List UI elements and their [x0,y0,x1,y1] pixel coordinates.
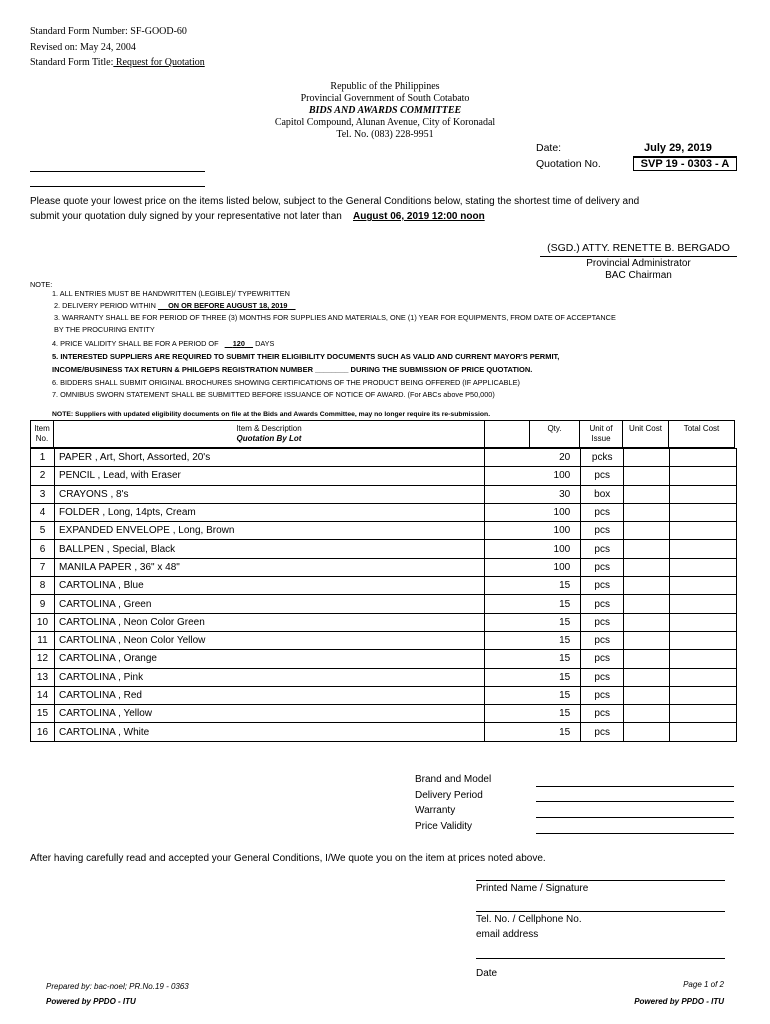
item-no: 5 [31,522,55,540]
item-qty: 15 [485,705,581,723]
item-total-cost[interactable] [670,449,737,467]
powered-by-right: Powered by PPDO - ITU [634,997,724,1006]
item-no: 10 [31,613,55,631]
table-row [31,613,737,631]
delivery-period-label: Delivery Period [415,790,483,801]
item-qty: 30 [485,485,581,503]
note-4 [52,339,274,348]
header-desc: Item & Description [236,424,302,433]
item-qty: 15 [485,650,581,668]
item-description: FOLDER , Long, 14pts, Cream [54,503,484,521]
form-revised: Revised on: May 24, 2004 [30,42,136,53]
item-total-cost[interactable] [670,522,737,540]
item-total-cost[interactable] [670,705,737,723]
price-validity-text: 120 [232,339,245,348]
signatory-name: (SGD.) ATTY. RENETTE B. BERGADO [547,242,730,254]
header-unit-cost: Unit Cost [622,420,669,448]
quotation-no-value: SVP 19 - 0303 - A [633,157,737,171]
item-no: 6 [31,540,55,558]
table-row [31,558,737,576]
item-unit-cost[interactable] [624,686,670,704]
item-no: 14 [31,686,55,704]
note-4-days: DAYS [255,339,275,348]
table-row [31,540,737,558]
table-row [31,467,737,485]
form-title [30,57,205,69]
item-unit-cost[interactable] [624,558,670,576]
item-total-cost[interactable] [670,631,737,649]
email-label: email address [476,929,539,940]
item-description: CRAYONS , 8's [54,485,484,503]
header-lot: Quotation By Lot [236,434,302,443]
item-description: CARTOLINA , Yellow [54,705,484,723]
item-qty: 100 [485,522,581,540]
delivery-period-text: ON OR BEFORE AUGUST 18, 2019 [168,301,288,310]
warranty-line[interactable] [536,817,734,818]
item-no: 7 [31,558,55,576]
deadline: August 06, 2019 12:00 noon [352,211,485,222]
item-unit: pcs [581,705,624,723]
note-label: NOTE: [30,280,53,289]
item-description: CARTOLINA , Blue [54,577,484,595]
item-description: CARTOLINA , White [54,723,484,741]
item-qty: 15 [485,686,581,704]
supplier-name-line[interactable] [30,171,205,172]
note-5b: INCOME/BUSINESS TAX RETURN & PHILGEPS REGISTRATION NUMBER ________ DURING THE SUBMISSION OF PRICE QUOTATION. [52,365,533,374]
agency-address: Capitol Compound, Alunan Avenue, City of Koronadal [274,117,496,128]
note-3b: BY THE PROCURING ENTITY [54,325,155,334]
item-unit-cost[interactable] [624,485,670,503]
item-unit: pcs [581,558,624,576]
note-5a: 5. INTERESTED SUPPLIERS ARE REQUIRED TO SUBMIT THEIR ELIGIBILITY DOCUMENTS SUCH AS VALID AND CURRENT MAYOR'S PERMIT, [52,352,560,361]
items-table [30,448,737,742]
table-row [31,522,737,540]
item-no: 16 [31,723,55,741]
note-1: 1. ALL ENTRIES MUST BE HANDWRITTEN (LEGIBLE)/ TYPEWRITTEN [52,289,290,298]
item-total-cost[interactable] [670,540,737,558]
item-unit: pcs [581,467,624,485]
item-unit-cost[interactable] [624,467,670,485]
item-no: 15 [31,705,55,723]
agency-tel: Tel. No. (083) 228-9951 [336,129,434,140]
item-unit: pcs [581,631,624,649]
item-unit-cost[interactable] [624,613,670,631]
intro-line-2 [30,211,485,222]
item-description: CARTOLINA , Red [54,686,484,704]
date-value: July 29, 2019 [644,142,712,154]
table-row [31,650,737,668]
delivery-period-value [158,301,296,310]
printed-name-label: Printed Name / Signature [476,883,589,894]
item-no: 9 [31,595,55,613]
page-number: Page 1 of 2 [683,980,724,989]
item-no: 3 [31,485,55,503]
item-unit-cost[interactable] [624,503,670,521]
item-qty: 20 [485,449,581,467]
item-qty: 100 [485,558,581,576]
signatory-underline [540,256,737,257]
header-unit-1: Unit of [589,424,613,433]
date-label: Date: [536,142,562,154]
tel-line[interactable] [476,911,725,912]
warranty-label: Warranty [415,805,456,816]
note-7: 7. OMNIBUS SWORN STATEMENT SHALL BE SUBMITTED BEFORE ISSUANCE OF NOTICE OF AWARD. (For ABCs above P50,000) [52,390,495,399]
table-row [31,577,737,595]
item-unit: pcs [581,577,624,595]
item-no: 8 [31,577,55,595]
item-no: 11 [31,631,55,649]
item-qty: 15 [485,613,581,631]
price-validity-label: Price Validity [415,821,473,832]
table-row [31,485,737,503]
signature-date-label: Date [476,968,498,979]
item-unit-cost[interactable] [624,577,670,595]
quotation-no-label: Quotation No. [536,158,601,170]
eligibility-note: NOTE: Suppliers with updated eligibility documents on file at the Bids and Awards Committee, may no longer require its re-submission. [52,411,491,418]
item-unit-cost[interactable] [624,631,670,649]
item-description: EXPANDED ENVELOPE , Long, Brown [54,522,484,540]
item-no: 4 [31,503,55,521]
form-title-value: Request for Quotation [113,57,205,68]
item-unit: pcks [581,449,624,467]
price-validity-value [225,339,253,348]
table-row [31,668,737,686]
item-unit-cost[interactable] [624,650,670,668]
table-row [31,705,737,723]
date-line[interactable] [476,958,725,959]
item-total-cost[interactable] [670,467,737,485]
note-2 [54,301,296,310]
item-total-cost[interactable] [670,558,737,576]
agency-line-1: Republic of the Philippines [330,81,440,92]
brand-model-label: Brand and Model [415,774,492,785]
item-unit: pcs [581,522,624,540]
item-total-cost[interactable] [670,668,737,686]
item-qty: 15 [485,577,581,595]
item-unit-cost[interactable] [624,595,670,613]
item-qty: 100 [485,540,581,558]
item-description: CARTOLINA , Pink [54,668,484,686]
header-qty: Qty. [529,420,580,448]
item-description: MANILA PAPER , 36" x 48" [54,558,484,576]
item-total-cost[interactable] [670,503,737,521]
signatory-title-2: BAC Chairman [605,270,672,281]
item-unit: pcs [581,595,624,613]
delivery-period-line[interactable] [536,801,734,802]
item-unit: pcs [581,650,624,668]
item-unit-cost[interactable] [624,723,670,741]
item-qty: 100 [485,467,581,485]
note-4-text: 4. PRICE VALIDITY SHALL BE FOR A PERIOD OF [52,339,219,348]
item-unit-cost[interactable] [624,540,670,558]
header-no: No. [35,434,49,443]
item-unit-cost[interactable] [624,668,670,686]
item-total-cost[interactable] [670,686,737,704]
item-unit: pcs [581,613,624,631]
table-row [31,631,737,649]
table-row [31,595,737,613]
item-qty: 100 [485,503,581,521]
item-total-cost[interactable] [670,577,737,595]
item-unit-cost[interactable] [624,705,670,723]
agency-committee: BIDS AND AWARDS COMMITTEE [308,105,462,116]
item-unit-cost[interactable] [624,449,670,467]
item-no: 13 [31,668,55,686]
powered-by-left: Powered by PPDO - ITU [46,997,136,1006]
item-description: CARTOLINA , Orange [54,650,484,668]
note-3a: 3. WARRANTY SHALL BE FOR PERIOD OF THREE (3) MONTHS FOR SUPPLIES AND MATERIALS, ONE (1) YEAR FOR EQUIPMENTS, FROM DATE OF ACCEPTANCE [54,313,616,322]
item-unit: pcs [581,540,624,558]
price-validity-line[interactable] [536,833,734,834]
tel-label: Tel. No. / Cellphone No. [476,914,582,925]
supplier-address-line[interactable] [30,186,205,187]
header-item: Item [34,424,50,433]
header-unit [579,420,623,448]
header-unit-2: Issue [591,434,611,443]
intro-line-1: Please quote your lowest price on the items listed below, subject to the General Conditions below, stating the shortest time of delivery and [30,196,640,207]
item-unit-cost[interactable] [624,522,670,540]
item-qty: 15 [485,631,581,649]
agency-header [200,81,570,141]
header-blank [484,420,530,448]
intro-line-2-text: submit your quotation duly signed by your representative not later than [30,211,342,222]
printed-name-line[interactable] [476,880,725,881]
header-description [53,420,485,448]
item-description: PENCIL , Lead, with Eraser [54,467,484,485]
item-description: CARTOLINA , Green [54,595,484,613]
item-total-cost[interactable] [670,650,737,668]
signatory-title-1: Provincial Administrator [586,258,691,269]
item-total-cost[interactable] [670,723,737,741]
item-no: 1 [31,449,55,467]
item-qty: 15 [485,595,581,613]
item-qty: 15 [485,668,581,686]
brand-model-line[interactable] [536,786,734,787]
item-total-cost[interactable] [670,485,737,503]
item-total-cost[interactable] [670,613,737,631]
item-total-cost[interactable] [670,595,737,613]
item-unit: pcs [581,686,624,704]
item-unit: box [581,485,624,503]
table-row [31,723,737,741]
item-no: 2 [31,467,55,485]
note-2-text: 2. DELIVERY PERIOD WITHIN [54,301,156,310]
prepared-by: Prepared by: bac-noel; PR.No.19 - 0363 [46,982,189,991]
item-description: CARTOLINA , Neon Color Yellow [54,631,484,649]
acceptance-text: After having carefully read and accepted your General Conditions, I/We quote you on the item at prices noted above. [30,853,546,864]
table-row [31,449,737,467]
table-row [31,686,737,704]
item-no: 12 [31,650,55,668]
item-description: BALLPEN , Special, Black [54,540,484,558]
item-unit: pcs [581,503,624,521]
agency-line-2: Provincial Government of South Cotabato [300,93,470,104]
header-item-no [30,420,54,448]
header-total-cost: Total Cost [668,420,735,448]
item-unit: pcs [581,723,624,741]
item-description: CARTOLINA , Neon Color Green [54,613,484,631]
note-6: 6. BIDDERS SHALL SUBMIT ORIGINAL BROCHURES SHOWING CERTIFICATIONS OF THE PRODUCT BEING OFFERED (IF APPLICABLE) [52,378,520,387]
table-row [31,503,737,521]
form-number: Standard Form Number: SF-GOOD-60 [30,26,187,37]
form-title-label: Standard Form Title: [30,57,114,68]
item-description: PAPER , Art, Short, Assorted, 20's [54,449,484,467]
item-qty: 15 [485,723,581,741]
item-unit: pcs [581,668,624,686]
